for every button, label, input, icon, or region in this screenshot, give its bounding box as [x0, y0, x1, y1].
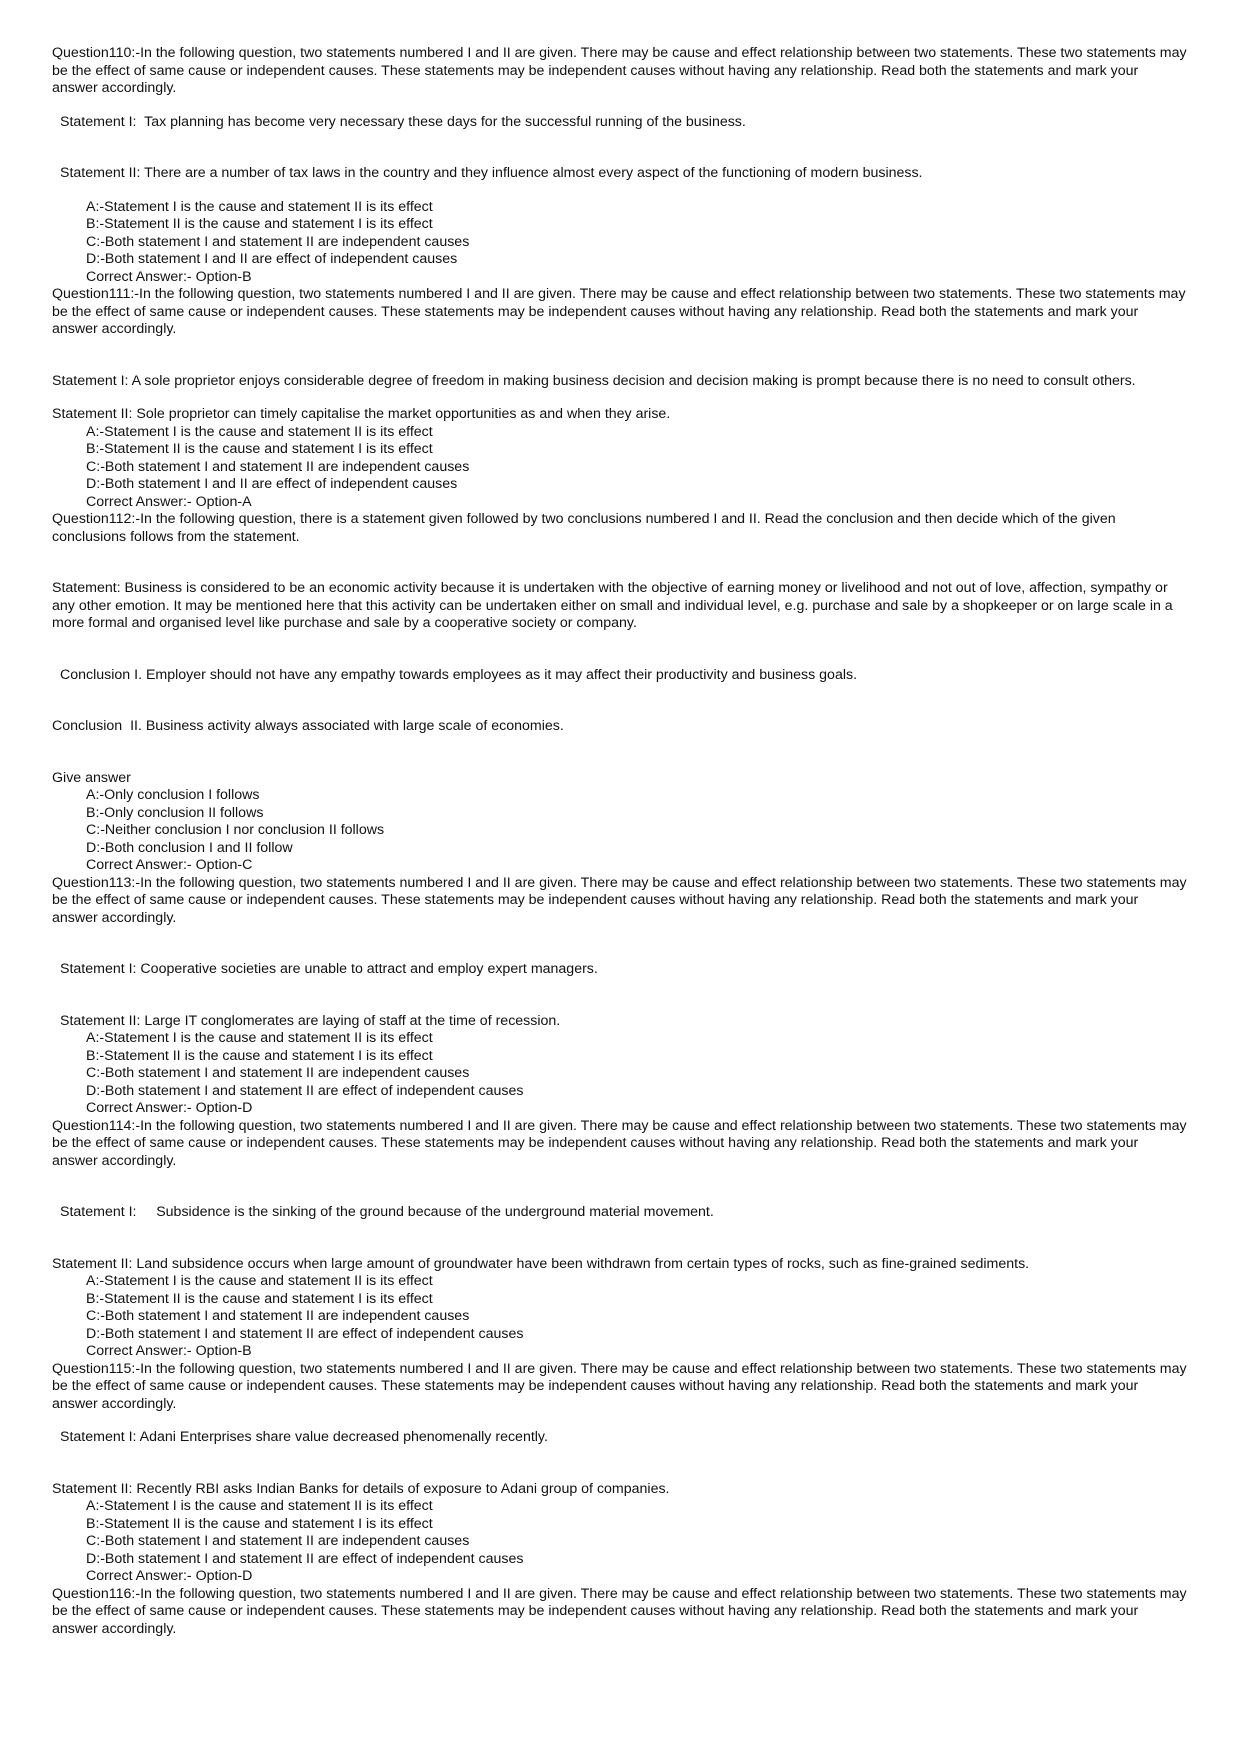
- option-a: A:-Statement I is the cause and statement II is its effect: [86, 1498, 433, 1514]
- document-page: [52, 45, 1187, 1638]
- question-111: [52, 286, 1187, 511]
- statement-1: Statement I: Tax planning has become very necessary these days for the successful running of the business.: [60, 113, 746, 130]
- option-d: D:-Both conclusion I and II follow: [86, 839, 293, 856]
- statement-1: Statement I: Subsidence is the sinking of the ground because of the underground material movement.: [60, 1204, 714, 1220]
- question-114: [52, 1118, 1187, 1361]
- statement-1: Statement I: A sole proprietor enjoys considerable degree of freedom in making business decision and decision making is prompt because there is no need to consult others.: [52, 372, 1136, 389]
- option-c: C:-Neither conclusion I nor conclusion II follows: [86, 822, 385, 838]
- statement-1: Statement I: Cooperative societies are unable to attract and employ expert managers.: [60, 961, 598, 977]
- statement-2: Statement II: There are a number of tax laws in the country and they influence almost every aspect of the functioning of modern business.: [60, 165, 923, 181]
- option-d: D:-Both statement I and II are effect of independent causes: [86, 476, 458, 492]
- correct-answer: Correct Answer:- Option-A: [86, 493, 252, 510]
- option-d: D:-Both statement I and statement II are effect of independent causes: [86, 1550, 524, 1567]
- statement-1: Statement I: Adani Enterprises share value decreased phenomenally recently.: [60, 1429, 548, 1445]
- option-a: A:-Statement I is the cause and statement II is its effect: [86, 1030, 433, 1046]
- answer-prompt: Give answer: [52, 769, 131, 786]
- option-a: A:-Statement I is the cause and statement II is its effect: [86, 423, 433, 440]
- option-a: A:-Statement I is the cause and statement II is its effect: [86, 1273, 433, 1289]
- option-c: C:-Both statement I and statement II are independent causes: [86, 1308, 470, 1324]
- statement-2: Statement II: Large IT conglomerates are laying of staff at the time of recession.: [60, 1012, 561, 1029]
- question-115: [52, 1361, 1187, 1586]
- conclusion-1: Conclusion I. Employer should not have any empathy towards employees as it may affect their productivity and business goals.: [60, 666, 858, 683]
- question-header: Question112:-In the following question, there is a statement given followed by two conclusions numbered I and II. Read the conclusion and then decide which of the given conclusions follows from the statement.: [52, 511, 1116, 545]
- statement-2: Statement II: Land subsidence occurs when large amount of groundwater have been withdrawn from certain types of rocks, such as fine-grained sediments.: [52, 1255, 1030, 1272]
- question-112: [52, 511, 1187, 875]
- option-d: D:-Both statement I and II are effect of independent causes: [86, 251, 458, 267]
- option-c: C:-Both statement I and statement II are independent causes: [86, 233, 470, 250]
- question-header: Question111:-In the following question, two statements numbered I and II are given. There may be cause and effect relationship between two statements. These two statements may be the effect of same cause or independent causes. These statements may be independent causes without having any relationship. Read both the statements and mark your answer accordingly.: [52, 286, 1186, 337]
- correct-answer: Correct Answer:- Option-C: [86, 857, 253, 873]
- option-b: B:-Only conclusion II follows: [86, 804, 264, 821]
- option-a: A:-Only conclusion I follows: [86, 787, 260, 803]
- question-113: [52, 875, 1187, 1118]
- option-c: C:-Both statement I and statement II are independent causes: [86, 1065, 470, 1081]
- option-d: D:-Both statement I and statement II are effect of independent causes: [86, 1325, 524, 1342]
- statement-2: Statement II: Sole proprietor can timely capitalise the market opportunities as and when they arise.: [52, 406, 671, 422]
- option-d: D:-Both statement I and statement II are effect of independent causes: [86, 1082, 524, 1099]
- option-a: A:-Statement I is the cause and statement II is its effect: [86, 198, 433, 215]
- correct-answer: Correct Answer:- Option-B: [86, 268, 252, 285]
- correct-answer: Correct Answer:- Option-B: [86, 1343, 252, 1359]
- question-110: [52, 45, 1187, 286]
- question-header: Question114:-In the following question, two statements numbered I and II are given. There may be cause and effect relationship between two statements. These two statements may be the effect of same cause or independent causes. These statements may be independent causes without having any relationship. Read both the statements and mark your answer accordingly.: [52, 1117, 1187, 1169]
- option-c: C:-Both statement I and statement II are independent causes: [86, 458, 470, 475]
- correct-answer: Correct Answer:- Option-D: [86, 1568, 253, 1584]
- question-header: Question113:-In the following question, two statements numbered I and II are given. There may be cause and effect relationship between two statements. These two statements may be the effect of same cause or independent causes. These statements may be independent causes without having any relationship. Read both the statements and mark your answer accordingly.: [52, 874, 1187, 926]
- question-header: Question110:-In the following question, two statements numbered I and II are given. There may be cause and effect relationship between two statements. These two statements may be the effect of same cause or independent causes. These statements may be independent causes without having any relationship. Read both the statements and mark your answer accordingly.: [52, 45, 1187, 96]
- conclusion-2: Conclusion II. Business activity always associated with large scale of economies.: [52, 718, 564, 734]
- statement-2: Statement II: Recently RBI asks Indian Banks for details of exposure to Adani group of companies.: [52, 1480, 670, 1497]
- question-116: [52, 1586, 1187, 1639]
- option-b: B:-Statement II is the cause and statement I is its effect: [86, 1047, 433, 1064]
- option-b: B:-Statement II is the cause and statement I is its effect: [86, 1515, 433, 1532]
- option-b: B:-Statement II is the cause and statement I is its effect: [86, 441, 433, 457]
- option-c: C:-Both statement I and statement II are independent causes: [86, 1533, 470, 1549]
- correct-answer: Correct Answer:- Option-D: [86, 1100, 253, 1116]
- option-b: B:-Statement II is the cause and statement I is its effect: [86, 1290, 433, 1307]
- question-header: Question116:-In the following question, two statements numbered I and II are given. There may be cause and effect relationship between two statements. These two statements may be the effect of same cause or independent causes. These statements may be independent causes without having any relationship. Read both the statements and mark your answer accordingly.: [52, 1585, 1187, 1637]
- option-b: B:-Statement II is the cause and statement I is its effect: [86, 216, 433, 232]
- question-header: Question115:-In the following question, two statements numbered I and II are given. There may be cause and effect relationship between two statements. These two statements may be the effect of same cause or independent causes. These statements may be independent causes without having any relationship. Read both the statements and mark your answer accordingly.: [52, 1360, 1187, 1412]
- statement: Statement: Business is considered to be an economic activity because it is undertaken with the objective of earning money or livelihood and not out of love, affection, sympathy or any other emotion. It may be mentioned here that this activity can be undertaken either on small and individual level, e.g. purchase and sale by a shopkeeper or on large scale in a more formal and organised level like purchase and sale by a cooperative society or company.: [52, 580, 1177, 631]
